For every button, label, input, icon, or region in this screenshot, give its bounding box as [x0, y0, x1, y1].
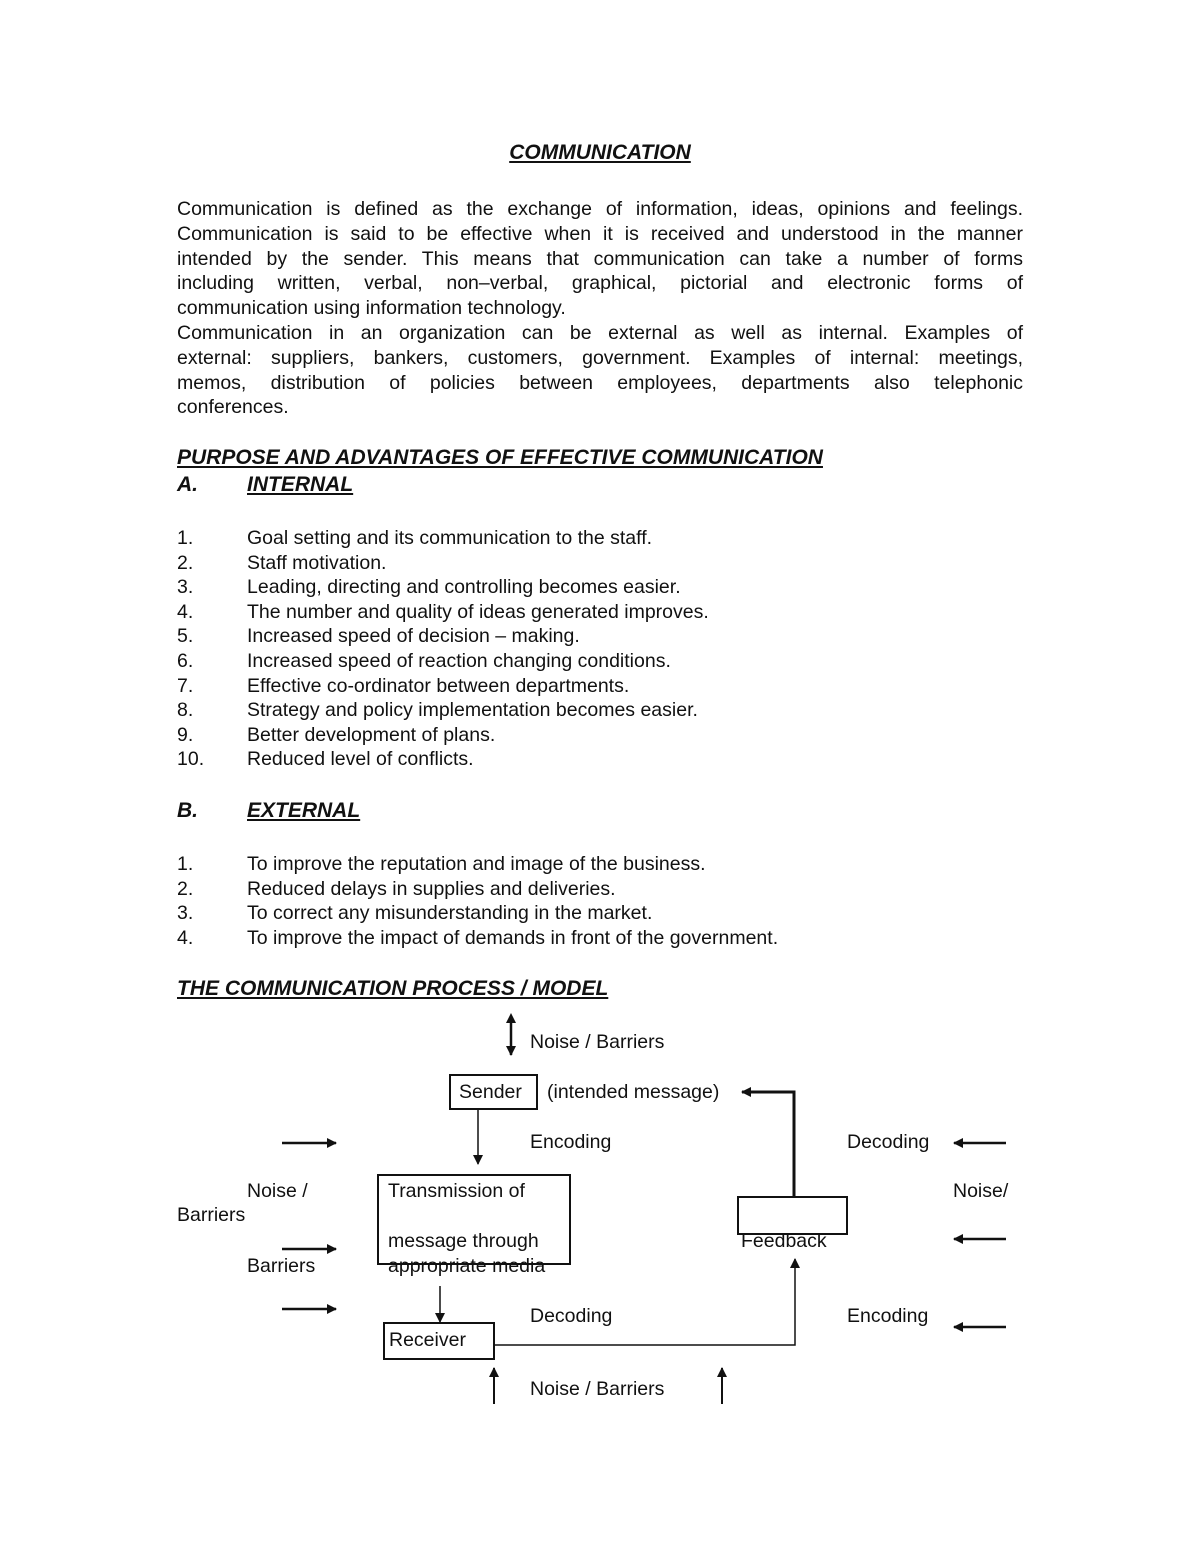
intro-line: Communication in an organization can be external as well as internal. Examples of — [177, 321, 1023, 344]
item-number: 6. — [177, 649, 194, 672]
external-letter: B. — [177, 799, 198, 822]
item-number: 1. — [177, 853, 194, 875]
receiver-label: Receiver — [389, 1329, 466, 1351]
intro-line: Communication is said to be effective when it is received and understood in the manner — [177, 222, 1023, 245]
page-title: COMMUNICATION — [509, 141, 691, 164]
feedback-label: Feedback — [741, 1230, 827, 1252]
item-text: Leading, directing and controlling becomes easier. — [247, 576, 681, 599]
transmission-line: message through — [388, 1230, 539, 1252]
item-text: To improve the impact of demands in front of the government. — [247, 926, 779, 949]
item-number: 3. — [177, 902, 194, 925]
noise-bottom-label: Noise / Barriers — [530, 1378, 665, 1400]
item-text: Reduced delays in supplies and deliveries. — [247, 877, 616, 900]
item-text: Better development of plans. — [247, 723, 496, 746]
item-text: To correct any misunderstanding in the market. — [247, 902, 653, 925]
intended-message-label: (intended message) — [547, 1081, 720, 1103]
barriers-left-label: Barriers — [247, 1255, 316, 1277]
intro-line: communication using information technology. — [177, 297, 566, 320]
intro-line: intended by the sender. This means that communication can take a number of forms — [177, 247, 1023, 270]
intro-line: memos, distribution of policies between employees, departments also telephonic — [177, 371, 1023, 394]
item-number: 1. — [177, 527, 194, 549]
item-number: 2. — [177, 877, 194, 900]
intro-line: external: suppliers, bankers, customers, government. Examples of internal: meetings, — [177, 346, 1023, 369]
item-number: 10. — [177, 748, 205, 771]
item-text: Strategy and policy implementation becomes easier. — [247, 699, 698, 722]
intro-paragraph — [177, 197, 1023, 420]
item-text: Increased speed of decision – making. — [247, 625, 580, 648]
noise-top-label: Noise / Barriers — [530, 1031, 665, 1053]
transmission-line: appropriate media — [388, 1255, 546, 1277]
intro-line: Communication is defined as the exchange of information, ideas, opinions and feelings. — [177, 198, 1023, 220]
decoding-right-top-label: Decoding — [847, 1131, 930, 1153]
item-number: 8. — [177, 699, 194, 722]
external-title: EXTERNAL — [247, 799, 361, 822]
item-number: 4. — [177, 600, 194, 623]
item-number: 4. — [177, 926, 194, 949]
noise-left-label: Noise / — [247, 1180, 308, 1202]
noise-right-label: Noise/ — [953, 1180, 1009, 1202]
decoding-mid-label: Decoding — [530, 1305, 613, 1327]
item-text: The number and quality of ideas generated improves. — [247, 600, 709, 623]
item-text: To improve the reputation and image of the business. — [247, 853, 706, 875]
item-number: 2. — [177, 551, 194, 574]
item-text: Effective co-ordinator between departments. — [247, 674, 630, 697]
process-heading: THE COMMUNICATION PROCESS / MODEL — [177, 977, 609, 1000]
item-text: Goal setting and its communication to the staff. — [247, 527, 653, 549]
internal-letter: A. — [177, 473, 198, 496]
item-text: Reduced level of conflicts. — [247, 748, 474, 771]
internal-title: INTERNAL — [247, 473, 354, 496]
item-number: 7. — [177, 674, 194, 697]
encoding-right-bottom-label: Encoding — [847, 1305, 929, 1327]
item-number: 9. — [177, 723, 194, 746]
item-text: Increased speed of reaction changing conditions. — [247, 649, 671, 672]
item-number: 5. — [177, 625, 194, 648]
purpose-heading: PURPOSE AND ADVANTAGES OF EFFECTIVE COMMUNICATION — [177, 446, 823, 469]
barriers-left-label: Barriers — [177, 1204, 246, 1226]
intro-line: conferences. — [177, 396, 289, 419]
intro-line: including written, verbal, non–verbal, graphical, pictorial and electronic forms of — [177, 272, 1023, 295]
item-text: Staff motivation. — [247, 551, 387, 574]
transmission-line: Transmission of — [388, 1180, 525, 1202]
item-number: 3. — [177, 576, 194, 599]
encoding-top-label: Encoding — [530, 1131, 612, 1153]
feedback-to-sender-arrow — [742, 1092, 794, 1196]
sender-label: Sender — [459, 1081, 522, 1103]
